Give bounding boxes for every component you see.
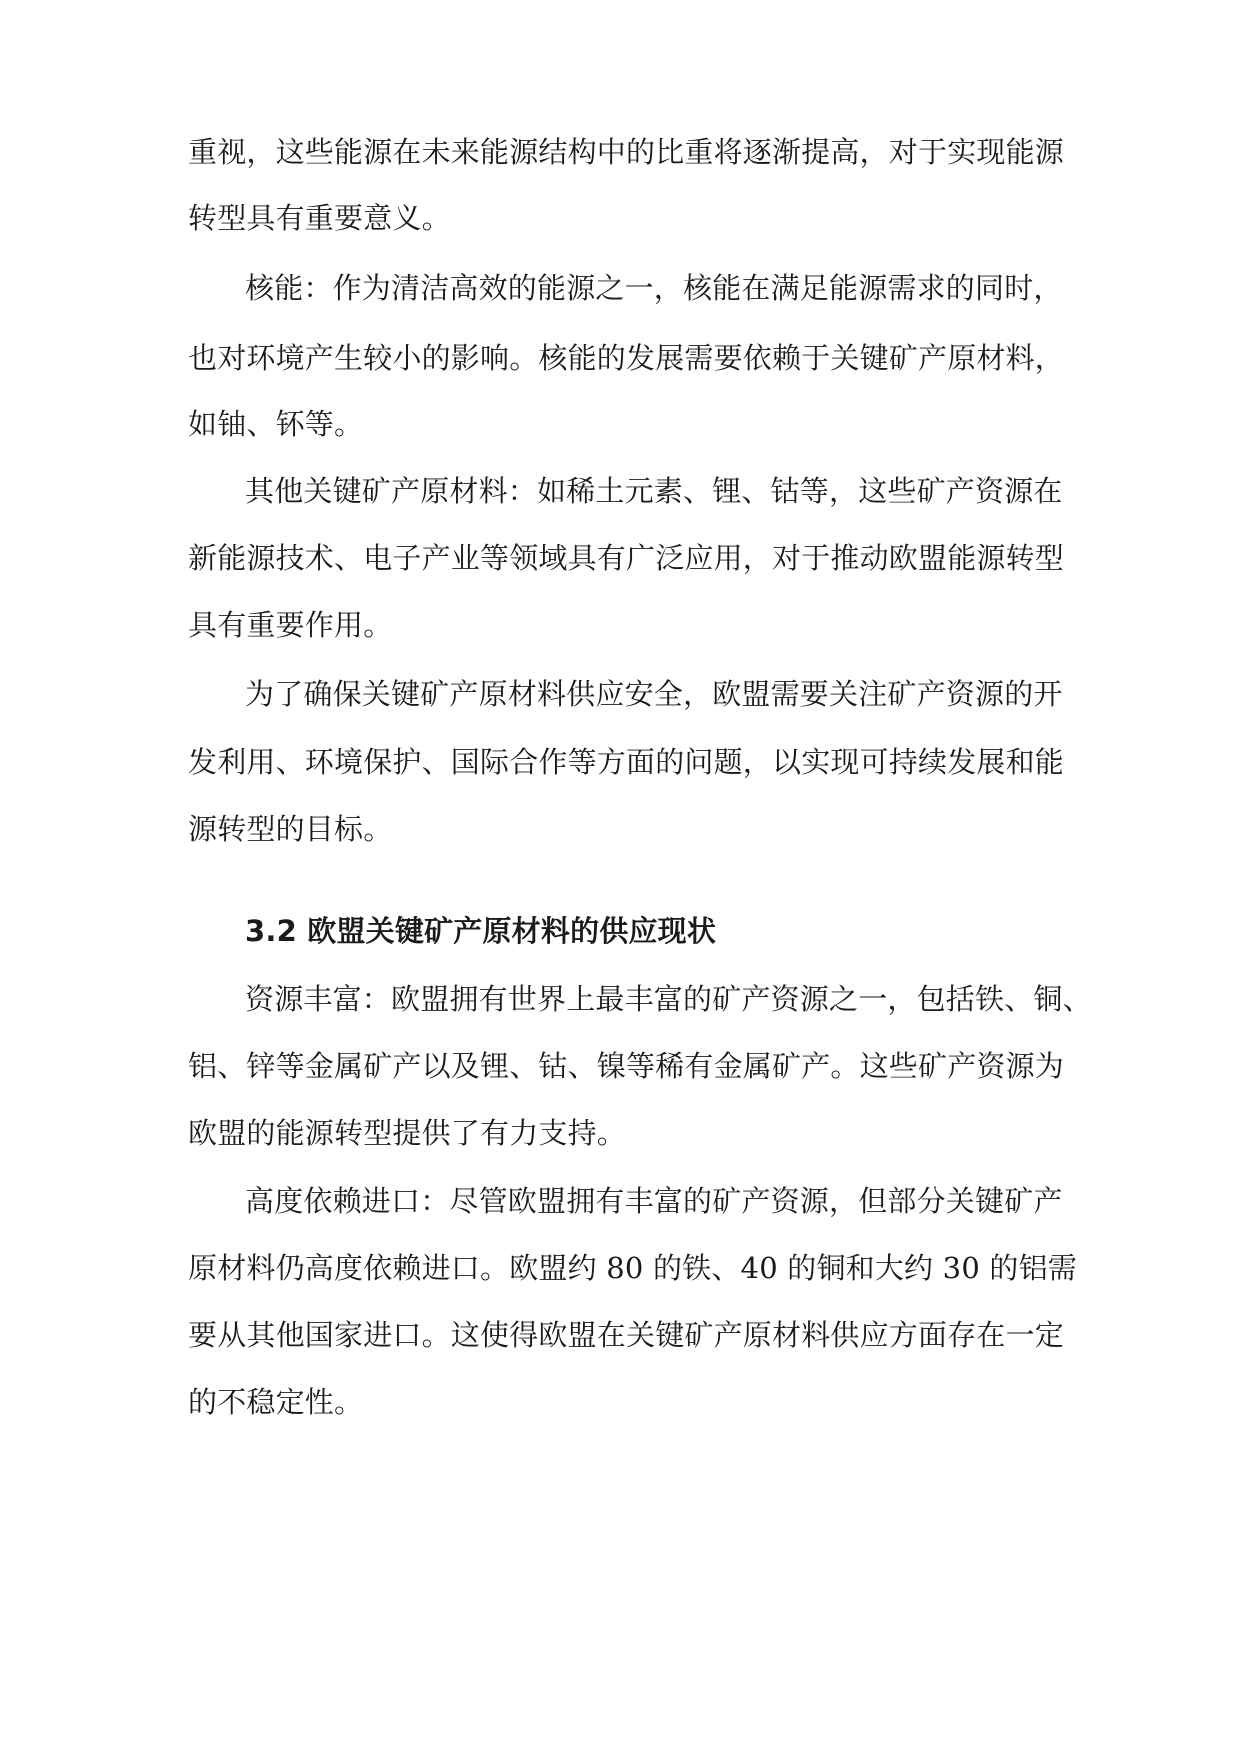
paragraph-line: 新能源技术、电子产业等领域具有广泛应用，对于推动欧盟能源转型 bbox=[188, 541, 1065, 575]
paragraph-line: 其他关键矿产原材料：如稀土元素、锂、钴等，这些矿产资源在 bbox=[245, 474, 1063, 508]
paragraph-line: 为了确保关键矿产原材料供应安全，欧盟需要关注矿产资源的开 bbox=[245, 677, 1063, 711]
paragraph-line: 也对环境产生较小的影响。核能的发展需要依赖于关键矿产原材料， bbox=[188, 341, 1065, 375]
paragraph-line: 铝、锌等金属矿产以及锂、钴、镍等稀有金属矿产。这些矿产资源为 bbox=[188, 1049, 1065, 1083]
paragraph-line: 源转型的目标。 bbox=[188, 812, 393, 846]
paragraph-line: 原材料仍高度依赖进口。欧盟约 80 的铁、40 的铜和大约 30 的铝需 bbox=[188, 1251, 1077, 1285]
paragraph-line: 要从其他国家进口。这使得欧盟在关键矿产原材料供应方面存在一定 bbox=[188, 1318, 1065, 1352]
paragraph-line: 高度依赖进口：尽管欧盟拥有丰富的矿产资源，但部分关键矿产 bbox=[245, 1184, 1063, 1218]
paragraph-line: 如铀、钚等。 bbox=[188, 407, 364, 441]
paragraph-line: 具有重要作用。 bbox=[188, 608, 393, 642]
paragraph-line: 发利用、环境保护、国际合作等方面的问题，以实现可持续发展和能 bbox=[188, 745, 1065, 779]
paragraph-line: 重视，这些能源在未来能源结构中的比重将逐渐提高，对于实现能源 bbox=[188, 135, 1065, 169]
paragraph-line: 欧盟的能源转型提供了有力支持。 bbox=[188, 1116, 627, 1150]
paragraph-line: 资源丰富：欧盟拥有世界上最丰富的矿产资源之一，包括铁、铜、 bbox=[245, 982, 1092, 1016]
paragraph-line: 的不稳定性。 bbox=[188, 1385, 364, 1419]
paragraph-line: 核能：作为清洁高效的能源之一，核能在满足能源需求的同时， bbox=[245, 271, 1063, 305]
paragraph-line: 转型具有重要意义。 bbox=[188, 201, 451, 235]
section-heading: 3.2 欧盟关键矿产原材料的供应现状 bbox=[245, 914, 717, 948]
